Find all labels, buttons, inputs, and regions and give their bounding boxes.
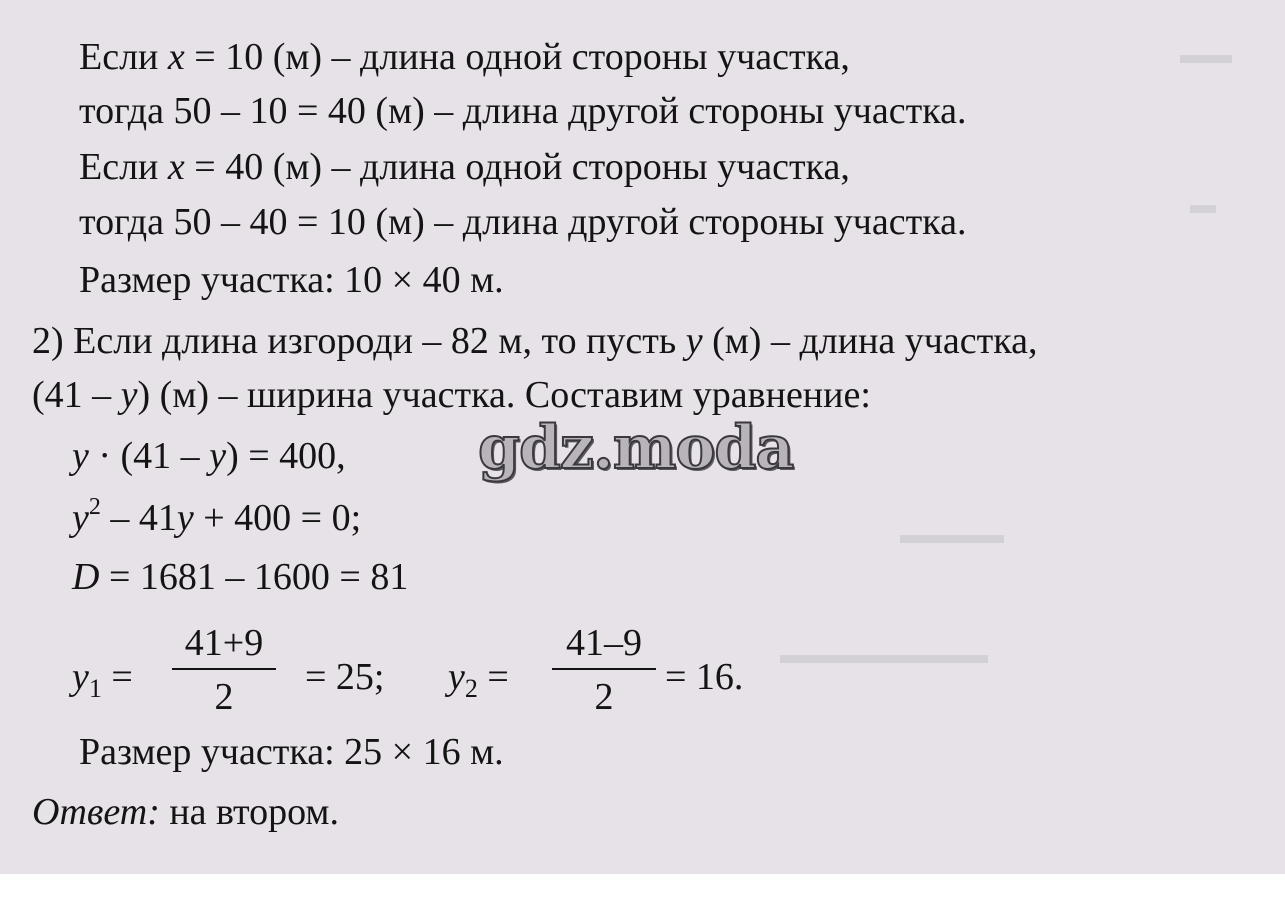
site-watermark: gdz.moda <box>478 413 794 483</box>
root-2-value: = 16. <box>665 656 744 698</box>
bleed-through-mark: ▬ <box>1190 190 1216 219</box>
part2-intro: 2) Если длина изгороди – 82 м, то пусть y (м) – длина участка, <box>32 320 1038 362</box>
answer: Ответ: на втором. <box>32 791 339 833</box>
text-line-4: тогда 50 – 40 = 10 (м) – длина другой стороны участка. <box>79 201 967 243</box>
text-line-2: тогда 50 – 10 = 40 (м) – длина другой стороны участка. <box>79 90 967 132</box>
root-1-label: $y_1$ = <box>72 656 133 703</box>
discriminant: D = 1681 – 1600 = 81 <box>72 556 409 598</box>
bleed-through-mark: ▬▬▬▬ <box>900 520 1004 549</box>
root-1-value: = 25; <box>305 656 385 698</box>
root-1-fraction: $\frac{41+9}{2}$ <box>172 624 276 716</box>
bleed-through-mark: ▬▬ <box>1180 40 1232 69</box>
part2-width: (41 – y) (м) – ширина участка. Составим уравнение: <box>32 374 871 416</box>
size-result-1: Размер участка: 10 × 40 м. <box>79 259 504 301</box>
root-2-label: $y_2$ = <box>448 656 509 703</box>
root-2-fraction: $\frac{41-9}{2}$ <box>552 624 656 716</box>
equation-1: y · (41 – y) = 400, <box>72 435 346 477</box>
text-line-1: Если x = 10 (м) – длина одной стороны участка, <box>79 36 850 78</box>
size-result-2: Размер участка: 25 × 16 м. <box>79 731 504 773</box>
equation-2: $y^2 - 41y + 400 = 0$; <box>72 494 362 539</box>
bleed-through-mark: ▬▬▬▬▬▬▬▬ <box>780 640 988 669</box>
text-line-3: Если x = 40 (м) – длина одной стороны участка, <box>79 146 850 188</box>
